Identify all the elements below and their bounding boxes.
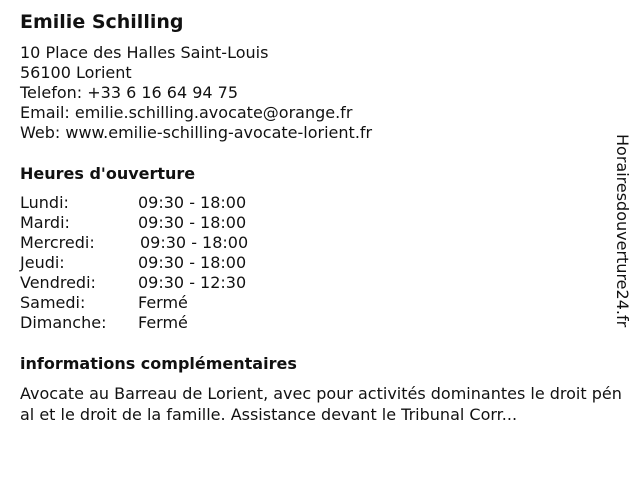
day-hours: Fermé (138, 313, 188, 332)
phone: Telefon: +33 6 16 64 94 75 (20, 83, 239, 102)
hours-row-saturday (20, 293, 280, 313)
day-label: Jeudi: (20, 253, 65, 272)
day-label: Dimanche: (20, 313, 107, 332)
email: Email: emilie.schilling.avocate@orange.fr (20, 103, 353, 122)
day-hours: 09:30 - 18:00 (138, 253, 247, 272)
info-description: Avocate au Barreau de Lorient, avec pour activités dominantes le droit pénal et le droit de la famille. Assistance devant le Tribunal Corr... (20, 384, 622, 424)
day-label: Lundi: (20, 193, 69, 212)
hours-row-wednesday (20, 233, 280, 253)
website: Web: www.emilie-schilling-avocate-lorient.fr (20, 123, 373, 142)
day-label: Vendredi: (20, 273, 96, 292)
business-name: Emilie Schilling (20, 11, 184, 33)
site-watermark: Horairesdouverture24.fr (613, 134, 632, 328)
day-hours: 09:30 - 18:00 (138, 213, 247, 232)
day-hours: 09:30 - 18:00 (138, 193, 247, 212)
address-line-2: 56100 Lorient (20, 63, 132, 82)
day-label: Mercredi: (20, 233, 95, 252)
address-line-1: 10 Place des Halles Saint-Louis (20, 43, 269, 62)
hours-row-friday (20, 273, 280, 293)
info-heading: informations complémentaires (20, 354, 297, 373)
day-label: Samedi: (20, 293, 86, 312)
day-hours: 09:30 - 18:00 (140, 233, 249, 252)
contact-block (20, 43, 372, 143)
hours-row-monday (20, 193, 280, 213)
day-hours: Fermé (138, 293, 188, 312)
hours-row-tuesday (20, 213, 280, 233)
hours-row-sunday (20, 313, 280, 333)
hours-row-thursday (20, 253, 280, 273)
day-label: Mardi: (20, 213, 70, 232)
hours-table (20, 193, 280, 333)
day-hours: 09:30 - 12:30 (138, 273, 247, 292)
hours-heading: Heures d'ouverture (20, 164, 196, 183)
